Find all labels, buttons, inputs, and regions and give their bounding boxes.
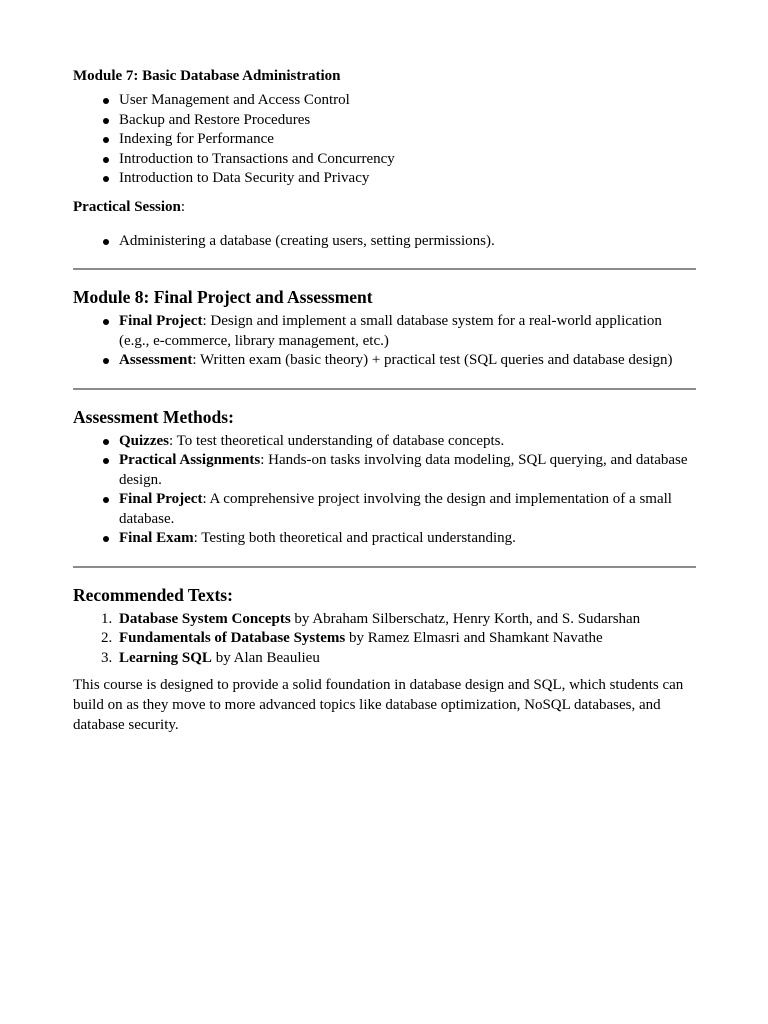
list-item: Introduction to Transactions and Concurrency <box>73 150 696 170</box>
list-item: Quizzes: To test theoretical understanding of database concepts. <box>73 432 696 452</box>
list-item: Backup and Restore Procedures <box>73 111 696 131</box>
list-item: Final Project: Design and implement a small database system for a real-world application (e.g., e-commerce, library management, etc.) <box>73 312 696 351</box>
list-number: 2. <box>101 630 113 646</box>
recommended-texts-list <box>73 610 696 669</box>
section-divider <box>73 268 696 270</box>
recommended-texts-title: Recommended Texts: <box>73 584 233 605</box>
module7-title: Module 7: Basic Database Administration <box>73 68 341 84</box>
document-page <box>73 66 696 735</box>
module7-list <box>73 91 696 189</box>
list-item: 1. Database System Concepts by Abraham Silberschatz, Henry Korth, and S. Sudarshan <box>73 610 696 630</box>
list-number: 3. <box>101 649 113 666</box>
list-item: Administering a database (creating users, setting permissions). <box>73 232 696 252</box>
list-item: Introduction to Data Security and Privacy <box>73 169 696 189</box>
list-item: Practical Assignments: Hands-on tasks involving data modeling, SQL querying, and database design. <box>73 451 696 490</box>
module8-list <box>73 312 696 371</box>
list-number: 1. <box>101 610 113 627</box>
closing-paragraph: This course is designed to provide a solid foundation in database design and SQL, which students can build on as they move to more advanced topics like database optimization, NoSQL databases, and database security. <box>73 677 684 733</box>
section-divider <box>73 566 696 568</box>
list-item: Assessment: Written exam (basic theory) + practical test (SQL queries and database design) <box>73 351 696 371</box>
practical-session-label: Practical Session: <box>73 198 186 215</box>
list-item: User Management and Access Control <box>73 91 696 111</box>
list-item: Indexing for Performance <box>73 130 696 150</box>
assessment-methods-list <box>73 432 696 549</box>
list-item: 2. Fundamentals of Database Systems by Ramez Elmasri and Shamkant Navathe <box>73 629 696 649</box>
list-item: 3. Learning SQL by Alan Beaulieu <box>73 649 696 669</box>
practical-session-list <box>73 232 696 252</box>
assessment-methods-title: Assessment Methods: <box>73 406 234 427</box>
list-item: Final Exam: Testing both theoretical and practical understanding. <box>73 529 696 549</box>
list-item: Final Project: A comprehensive project involving the design and implementation of a small database. <box>73 490 696 529</box>
section-divider <box>73 388 696 390</box>
module8-title: Module 8: Final Project and Assessment <box>73 287 373 307</box>
